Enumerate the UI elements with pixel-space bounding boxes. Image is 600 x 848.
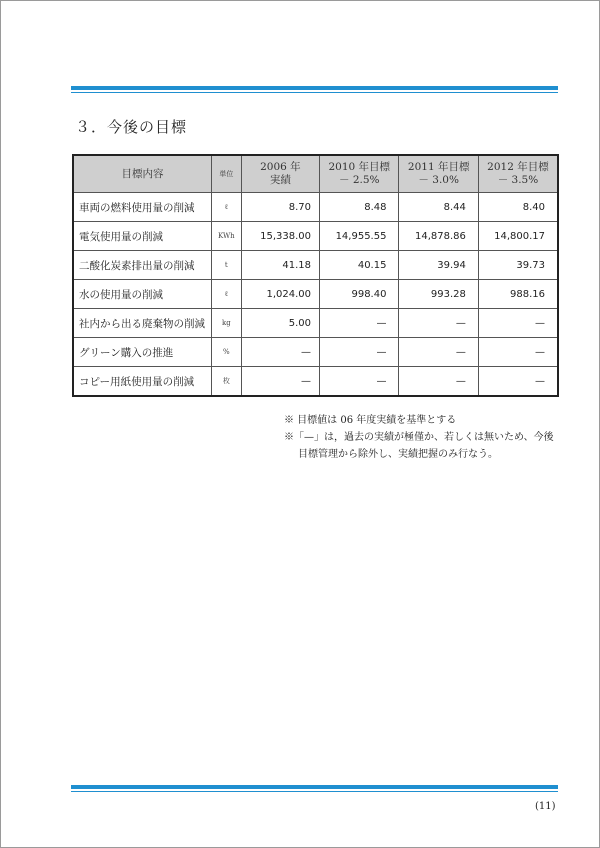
row-value-2006: 1,024.00 [241, 280, 319, 309]
note-line-3: 目標管理から除外し、実績把握のみ行なう。 [298, 449, 498, 460]
row-unit: t [212, 251, 242, 280]
table-row [73, 367, 558, 397]
row-value-2010: 40.15 [320, 251, 399, 280]
row-value-2010: 14,955.55 [320, 222, 399, 251]
footer-rule [71, 785, 558, 792]
row-value-2012: 988.16 [478, 280, 558, 309]
row-item-label: コピー用紙使用量の削減 [73, 367, 212, 397]
row-unit: kg [212, 309, 242, 338]
header-2011: 2011 年目標 － 3.0% [399, 155, 478, 193]
row-value-2012: 14,800.17 [478, 222, 558, 251]
row-value-2010: — [320, 338, 399, 367]
row-item-label: 電気使用量の削減 [73, 222, 212, 251]
table-row [73, 222, 558, 251]
row-value-2006: — [241, 338, 319, 367]
row-unit: ℓ [212, 280, 242, 309]
row-item-label: 社内から出る廃棄物の削減 [73, 309, 212, 338]
row-value-2012: — [478, 367, 558, 397]
header-unit: 単位 [212, 155, 242, 193]
row-value-2012: 39.73 [478, 251, 558, 280]
row-value-2010: 998.40 [320, 280, 399, 309]
header-2010: 2010 年目標 － 2.5% [320, 155, 399, 193]
row-value-2010: — [320, 309, 399, 338]
table-row [73, 280, 558, 309]
row-value-2012: — [478, 338, 558, 367]
row-item-label: グリーン購入の推進 [73, 338, 212, 367]
notes [284, 412, 554, 463]
row-value-2011: — [399, 338, 478, 367]
row-unit: % [212, 338, 242, 367]
header-2012: 2012 年目標 － 3.5% [478, 155, 558, 193]
row-unit: 枚 [212, 367, 242, 397]
row-value-2011: 39.94 [399, 251, 478, 280]
section-title: ３．今後の目標 [75, 118, 188, 136]
row-value-2006: 5.00 [241, 309, 319, 338]
row-value-2006: 8.70 [241, 193, 319, 222]
row-item-label: 車両の燃料使用量の削減 [73, 193, 212, 222]
row-value-2011: — [399, 309, 478, 338]
row-item-label: 水の使用量の削減 [73, 280, 212, 309]
note-line-1: ※ 目標値は 06 年度実績を基準とする [284, 415, 457, 426]
row-value-2012: — [478, 309, 558, 338]
row-item-label: 二酸化炭素排出量の削減 [73, 251, 212, 280]
row-unit: KWh [212, 222, 242, 251]
table-row [73, 338, 558, 367]
row-value-2011: — [399, 367, 478, 397]
header-rule [71, 86, 558, 93]
table-row [73, 193, 558, 222]
note-line-2: ※「—」は，過去の実績が極僅か、若しくは無いため、今後 [284, 432, 554, 443]
row-unit: ℓ [212, 193, 242, 222]
row-value-2011: 993.28 [399, 280, 478, 309]
header-2006: 2006 年 実績 [241, 155, 319, 193]
row-value-2012: 8.40 [478, 193, 558, 222]
row-value-2006: 15,338.00 [241, 222, 319, 251]
header-item: 目標内容 [73, 155, 212, 193]
page-number: (11) [535, 801, 556, 812]
row-value-2006: — [241, 367, 319, 397]
table-row [73, 309, 558, 338]
table-header-row [73, 155, 558, 193]
row-value-2010: 8.48 [320, 193, 399, 222]
row-value-2006: 41.18 [241, 251, 319, 280]
row-value-2011: 14,878.86 [399, 222, 478, 251]
table-row [73, 251, 558, 280]
row-value-2010: — [320, 367, 399, 397]
goals-table [72, 154, 559, 397]
row-value-2011: 8.44 [399, 193, 478, 222]
